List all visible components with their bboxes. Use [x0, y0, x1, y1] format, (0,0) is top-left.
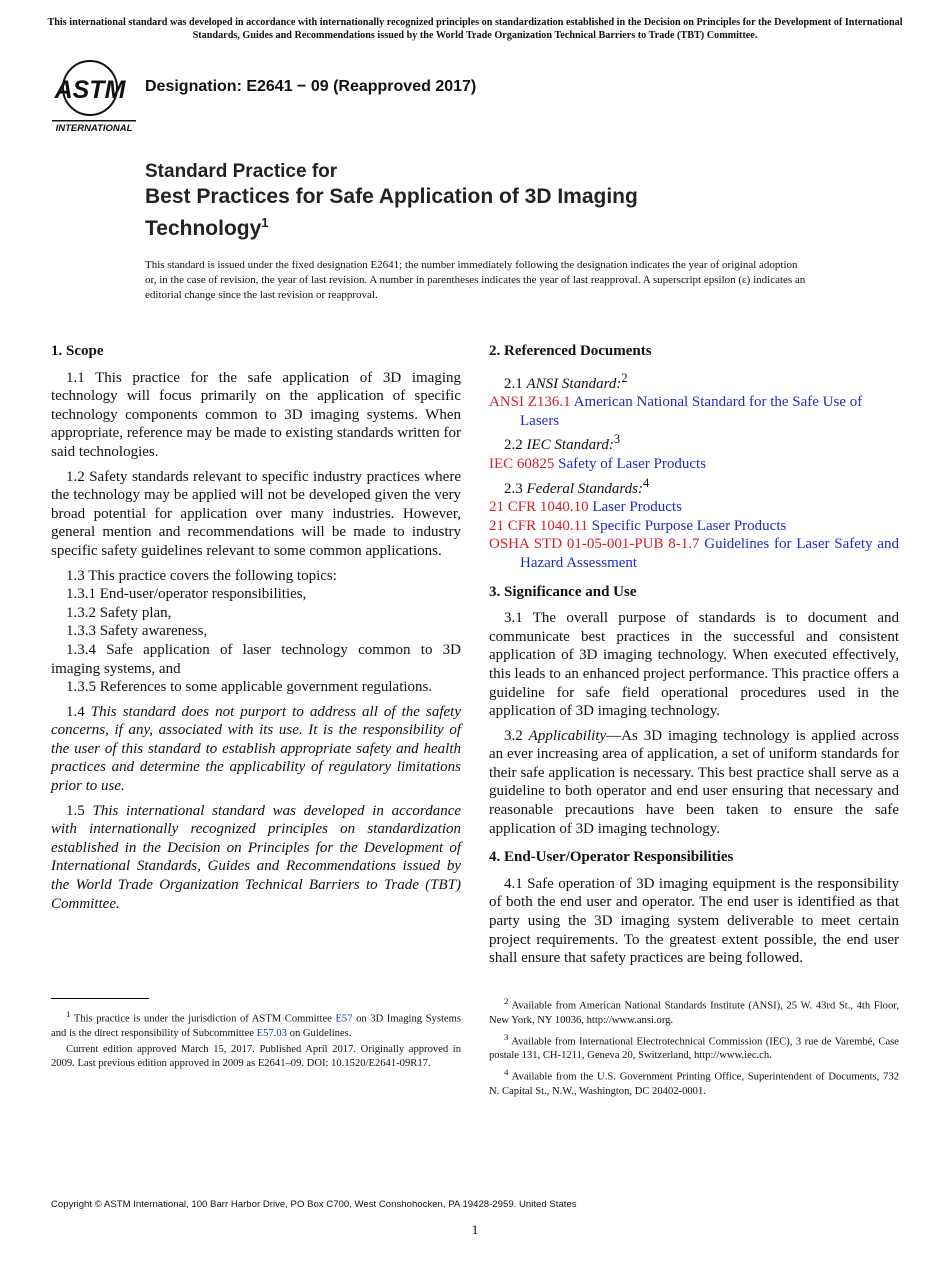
- para-1-2: 1.2 Safety standards relevant to specific industry practices where the technology may be applied will not be developed given the very broad potential for application over many industries. However, general mention and recommendations will be made to industry specific safety guidelines relevant to some common applications.: [51, 468, 461, 559]
- footnotes-right: [489, 994, 899, 1101]
- para-4-1: 4.1 Safe operation of 3D imaging equipment is the responsibility of both the end user and operator. The end user is identified as that party using the 3D imaging system deliverable to meet certain project requirements. To the greatest extent possible, the end user shall ensure that safety practices are being followed.: [489, 875, 899, 967]
- footnote-edition: Current edition approved March 15, 2017. Published April 2017. Originally approved in 2009. Last previous edition approved in 2009 as E2641–09. DOI: 10.1520/E2641-09R17.: [51, 1043, 461, 1069]
- para-1-5-text: This international standard was developed in accordance with internationally recognized principles on standardization established in the Decision on Principles for the Development of International Standards, Guides and Recommendations issued by the World Trade Organization Technical Barriers to Trade (TBT) Committee.: [51, 802, 462, 912]
- ref-code[interactable]: ANSI Z136.1: [489, 394, 571, 411]
- designation: Designation: E2641 − 09 (Reapproved 2017): [145, 78, 477, 95]
- topic-1-3-5: 1.3.5 References to some applicable government regulations.: [66, 679, 433, 696]
- logo-international-text: INTERNATIONAL: [55, 123, 133, 134]
- para-1-4-num: 1.4: [66, 703, 85, 720]
- para-1-3: 1.3 This practice covers the following topics:: [66, 567, 337, 584]
- ref-iec-60825[interactable]: [489, 455, 899, 474]
- title-line-2: [145, 184, 705, 242]
- footnote-separator: [51, 998, 149, 999]
- ref-code[interactable]: OSHA STD 01-05-001-PUB 8-1.7: [489, 536, 700, 553]
- para-3-2-text: —As 3D imaging technology is applied across an ever increasing area of application, a set of uniform standards for their safe application is necessary. This best practice shall serve as a guideline to both operator and end user ensuring that necessary and reasonable precautions have been taken to ensure the safe application of 3D imaging technology.: [489, 727, 899, 837]
- para-1-4: [51, 703, 461, 796]
- ref-link[interactable]: Laser Products: [592, 499, 682, 516]
- footnote-text: Available from the U.S. Government Printing Office, Superintendent of Documents, 732 N. Capital St., N.W., Washington, DC 20402-0001.: [489, 1071, 899, 1097]
- copyright: Copyright © ASTM International, 100 Barr Harbor Drive, PO Box C700, West Conshohocken, PA 19428-2959. United States: [51, 1199, 577, 1210]
- ref-link[interactable]: Guidelines for Laser Safety and Hazard Assessment: [520, 536, 899, 571]
- topic-1-3-4: 1.3.4 Safe application of laser technology common to 3D imaging systems, and: [51, 641, 461, 677]
- title-line-1: Standard Practice for: [145, 161, 338, 182]
- responsibilities-heading: 4. End-User/Operator Responsibilities: [489, 849, 734, 866]
- iec-title: IEC Standard:: [526, 437, 614, 454]
- footnote-mark: 3: [504, 1031, 509, 1042]
- ref-ansi-z136[interactable]: [489, 393, 899, 430]
- para-3-2: [489, 727, 899, 839]
- references-heading: 2. Referenced Documents: [489, 343, 652, 359]
- page-number: 1: [471, 1222, 479, 1237]
- footnotes-left: [51, 998, 461, 1073]
- para-3-1: 3.1 The overall purpose of standards is to document and communicate best practices in the successful and consistent application of 3D imaging technology. When executed effectively, this leads to an enhanced project performance. This practice offers a guideline for safe field operational procedures used in the application of 3D imaging technology.: [489, 610, 899, 720]
- footnote-text: Available from American National Standards Institute (ANSI), 25 W. 43rd St., 4th Floor, New York, NY 10036, http://www.ansi.org.: [489, 1000, 899, 1026]
- document-title: [145, 160, 705, 242]
- iec-standard-label: [504, 430, 899, 455]
- footnote-mark: 4: [504, 1067, 509, 1078]
- topic-1-3-1: 1.3.1 End-user/operator responsibilities,: [66, 586, 307, 603]
- topic-1-3-3: 1.3.3 Safety awareness,: [66, 623, 208, 640]
- topic-1-3-2: 1.3.2 Safety plan,: [66, 604, 172, 621]
- iec-number: 2.2: [504, 437, 523, 454]
- para-3-2-num: 3.2: [504, 727, 523, 744]
- subcommittee-e57-03-link[interactable]: E57.03: [256, 1027, 287, 1039]
- ref-link[interactable]: Specific Purpose Laser Products: [591, 517, 787, 534]
- ref-21cfr-1040-10[interactable]: [489, 498, 899, 517]
- scope-heading: 1. Scope: [51, 343, 104, 359]
- ref-code[interactable]: 21 CFR 1040.11: [489, 517, 589, 534]
- issued-note: This standard is issued under the fixed designation E2641; the number immediately following the designation indicates the year of original adoption or, in the case of revision, the year of last revision. A number in parentheses indicates the year of last reapproval. A superscript epsilon (ε) indicates an editorial change since the last revision or reapproval.: [145, 259, 806, 301]
- ansi-title: ANSI Standard:: [526, 375, 622, 392]
- committee-e57-link[interactable]: E57: [335, 1013, 353, 1025]
- left-column: [51, 342, 461, 919]
- para-3-2-term: Applicability: [528, 727, 607, 744]
- footnote-4: [489, 1065, 899, 1099]
- footnote-text: Available from International Electrotechnical Commission (IEC), 3 rue de Varembé, Case postale 131, CH-1211, Geneva 20, Switzerland, http://www.iec.ch.: [489, 1036, 899, 1062]
- fn1-text-c: on Guidelines.: [289, 1027, 352, 1039]
- footnote-3: [489, 1030, 899, 1064]
- footnote-mark: 2: [504, 996, 509, 1006]
- tbt-banner: This international standard was developed in accordance with internationally recognized principles on standardization established in the Decision on Principles for the Development of International Standards, Guides and Recommendations issued by the World Trade Organization Technical Barriers to Trade (TBT) Committee.: [47, 17, 903, 41]
- footnote-2: [489, 994, 899, 1028]
- para-1-1: 1.1 This practice for the safe application of 3D imaging technology will focus primarily on the application of specific technology components common to 3D imaging systems. When appropriate, reference may be made to existing standards written for said technologies.: [51, 369, 461, 460]
- footnote-1: [51, 1007, 461, 1041]
- ref-21cfr-1040-11[interactable]: [489, 517, 899, 536]
- federal-standards-label: [504, 474, 899, 499]
- para-1-5-num: 1.5: [66, 802, 85, 819]
- significance-heading: 3. Significance and Use: [489, 583, 637, 600]
- ansi-standard-label: [504, 369, 899, 394]
- ref-link[interactable]: American National Standard for the Safe Use of Lasers: [520, 394, 863, 429]
- fed-number: 2.3: [504, 480, 523, 497]
- footnote-mark: 1: [66, 1009, 71, 1019]
- astm-logo-icon: [52, 58, 136, 134]
- iec-sup: 3: [613, 432, 621, 447]
- fed-title: Federal Standards:: [526, 480, 644, 497]
- ref-osha-std[interactable]: [489, 535, 899, 572]
- right-column: [489, 342, 899, 974]
- ansi-number: 2.1: [504, 375, 523, 392]
- fed-sup: 4: [643, 475, 650, 490]
- title-footnote-mark: 1: [261, 215, 269, 230]
- ansi-sup: 2: [621, 370, 628, 385]
- logo-astm-text: ASTM: [54, 76, 126, 104]
- para-1-4-text: This standard does not purport to address all of the safety concerns, if any, associated with its use. It is the responsibility of the user of this standard to establish appropriate safety and health practices and determine the applicability of regulatory limitations prior to use.: [51, 703, 461, 795]
- title-text: Best Practices for Safe Application of 3D Imaging Technology: [145, 185, 638, 240]
- ref-code[interactable]: IEC 60825: [489, 455, 555, 472]
- para-1-5: [51, 802, 461, 914]
- ref-link[interactable]: Safety of Laser Products: [558, 455, 707, 472]
- fn1-text-b: on 3D Imaging Systems and is the direct responsibility of Subcommittee: [51, 1013, 461, 1039]
- fn1-text-a: This practice is under the jurisdiction of ASTM Committee: [73, 1013, 332, 1025]
- ref-code[interactable]: 21 CFR 1040.10: [489, 499, 589, 516]
